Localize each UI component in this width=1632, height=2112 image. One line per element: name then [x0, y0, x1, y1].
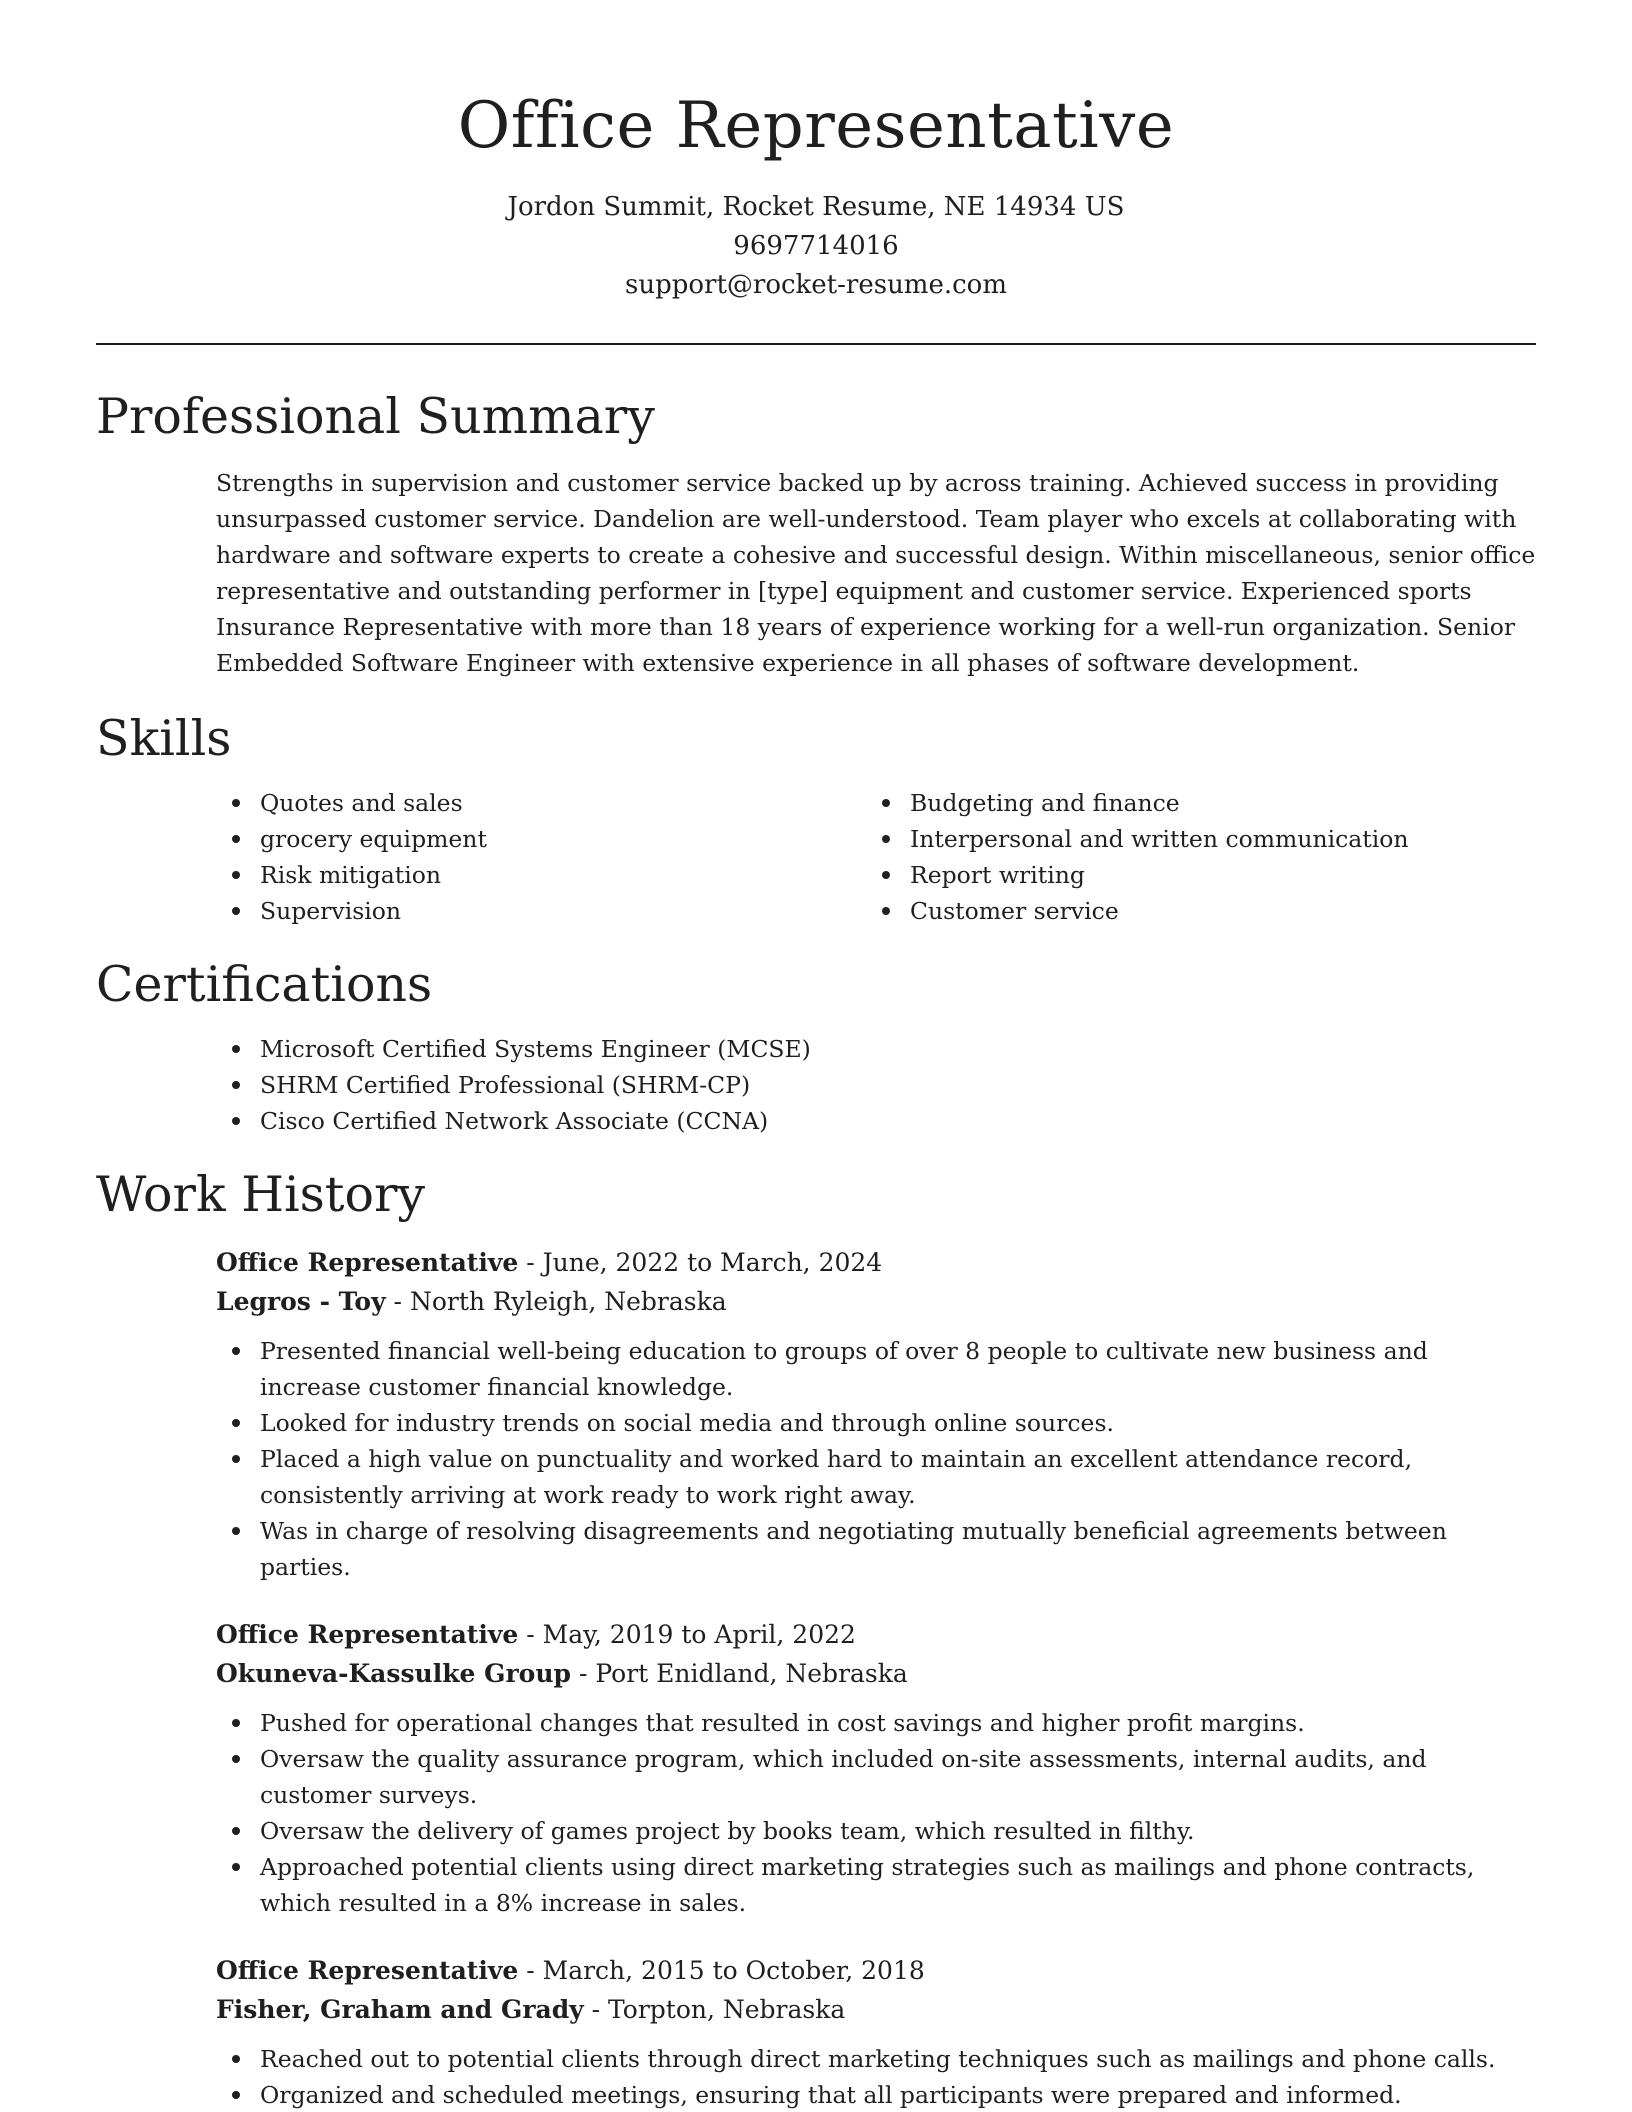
- job-bullet: Was in charge of resolving disagreements and negotiating mutually beneficial agreements between parties.: [216, 1513, 1536, 1585]
- certifications-heading: Certifications: [96, 956, 433, 1013]
- skill-item: Report writing: [866, 857, 1516, 893]
- resume-page: [96, 0, 1536, 2112]
- skill-item: Risk mitigation: [216, 857, 866, 893]
- job-title: Office Representative: [216, 1620, 519, 1649]
- job-title-line: [216, 1243, 1536, 1282]
- job-entry: [216, 1615, 1536, 1921]
- job-bullet: Oversaw the delivery of games project by books team, which resulted in filthy.: [216, 1813, 1536, 1849]
- contact-info: [96, 188, 1536, 305]
- contact-email: support@rocket-resume.com: [624, 270, 1007, 300]
- job-bullet: Placed a high value on punctuality and worked hard to maintain an excellent attendance record, consistently arriving at work ready to work right away.: [216, 1441, 1536, 1513]
- skills-heading: Skills: [96, 710, 232, 767]
- certification-item: Cisco Certified Network Associate (CCNA): [216, 1103, 1536, 1139]
- job-company: Legros - Toy: [216, 1287, 386, 1316]
- job-dates: - June, 2022 to March, 2024: [518, 1248, 883, 1277]
- job-bullets: [216, 1705, 1536, 1921]
- skill-item: Customer service: [866, 893, 1516, 929]
- job-company-line: [216, 1990, 1536, 2029]
- contact-address: Jordon Summit, Rocket Resume, NE 14934 US: [507, 192, 1125, 222]
- job-location: - North Ryleigh, Nebraska: [385, 1287, 727, 1316]
- job-bullet: Looked for industry trends on social media and through online sources.: [216, 1405, 1536, 1441]
- job-dates: - May, 2019 to April, 2022: [518, 1620, 856, 1649]
- job-title: Office Representative: [216, 1248, 519, 1277]
- work-history-section: [96, 1165, 1536, 2112]
- skills-section: [96, 709, 1536, 929]
- skill-item: grocery equipment: [216, 821, 866, 857]
- certification-item: Microsoft Certified Systems Engineer (MCSE): [216, 1031, 1536, 1067]
- certifications-list: [216, 1031, 1536, 1139]
- skills-column-left: [216, 785, 866, 929]
- job-company: Fisher, Graham and Grady: [216, 1995, 584, 2024]
- skill-item: Interpersonal and written communication: [866, 821, 1516, 857]
- certification-item: SHRM Certified Professional (SHRM-CP): [216, 1067, 1536, 1103]
- skill-item: Supervision: [216, 893, 866, 929]
- resume-header: [96, 0, 1536, 305]
- candidate-name: Office Representative: [457, 89, 1175, 163]
- job-bullet: Oversaw the quality assurance program, which included on-site assessments, internal audits, and customer surveys.: [216, 1741, 1536, 1813]
- job-dates: - March, 2015 to October, 2018: [518, 1956, 925, 1985]
- job-bullet: Pushed for operational changes that resulted in cost savings and higher profit margins.: [216, 1705, 1536, 1741]
- job-entry: [216, 1951, 1536, 2112]
- job-bullets: [216, 2041, 1536, 2112]
- job-entry: [216, 1243, 1536, 1585]
- job-company-line: [216, 1654, 1536, 1693]
- job-bullet: Presented financial well-being education to groups of over 8 people to cultivate new business and increase customer financial knowledge.: [216, 1333, 1536, 1405]
- skill-item: Quotes and sales: [216, 785, 866, 821]
- summary-heading: Professional Summary: [96, 388, 655, 445]
- contact-phone: 9697714016: [733, 231, 899, 261]
- job-bullet: Approached potential clients using direct marketing strategies such as mailings and phone contracts, which resulted in a 8% increase in sales.: [216, 1849, 1536, 1921]
- job-bullet: Organized and scheduled meetings, ensuring that all participants were prepared and informed.: [216, 2077, 1536, 2112]
- job-title-line: [216, 1951, 1536, 1990]
- job-location: - Torpton, Nebraska: [583, 1995, 846, 2024]
- certifications-section: [96, 955, 1536, 1139]
- skills-column-right: [866, 785, 1516, 929]
- job-title: Office Representative: [216, 1956, 519, 1985]
- work-history-heading: Work History: [96, 1166, 426, 1223]
- summary-section: [96, 387, 1536, 681]
- job-company: Okuneva-Kassulke Group: [216, 1659, 571, 1688]
- header-divider: [96, 343, 1536, 345]
- job-company-line: [216, 1282, 1536, 1321]
- summary-text: Strengths in supervision and customer service backed up by across training. Achieved success in providing unsurpassed customer service. Dandelion are well-understood. Team player who excels at collaborating with hardware and software experts to create a cohesive and successful design. Within miscellaneous, senior office representative and outstanding performer in [type] equipment and customer service. Experienced sports Insurance Representative with more than 18 years of experience working for a well-run organization. Senior Embedded Software Engineer with extensive experience in all phases of software development.: [216, 469, 1536, 677]
- job-bullets: [216, 1333, 1536, 1585]
- job-location: - Port Enidland, Nebraska: [571, 1659, 908, 1688]
- job-title-line: [216, 1615, 1536, 1654]
- skill-item: Budgeting and finance: [866, 785, 1516, 821]
- job-bullet: Reached out to potential clients through direct marketing techniques such as mailings and phone calls.: [216, 2041, 1536, 2077]
- skills-grid: [216, 785, 1536, 929]
